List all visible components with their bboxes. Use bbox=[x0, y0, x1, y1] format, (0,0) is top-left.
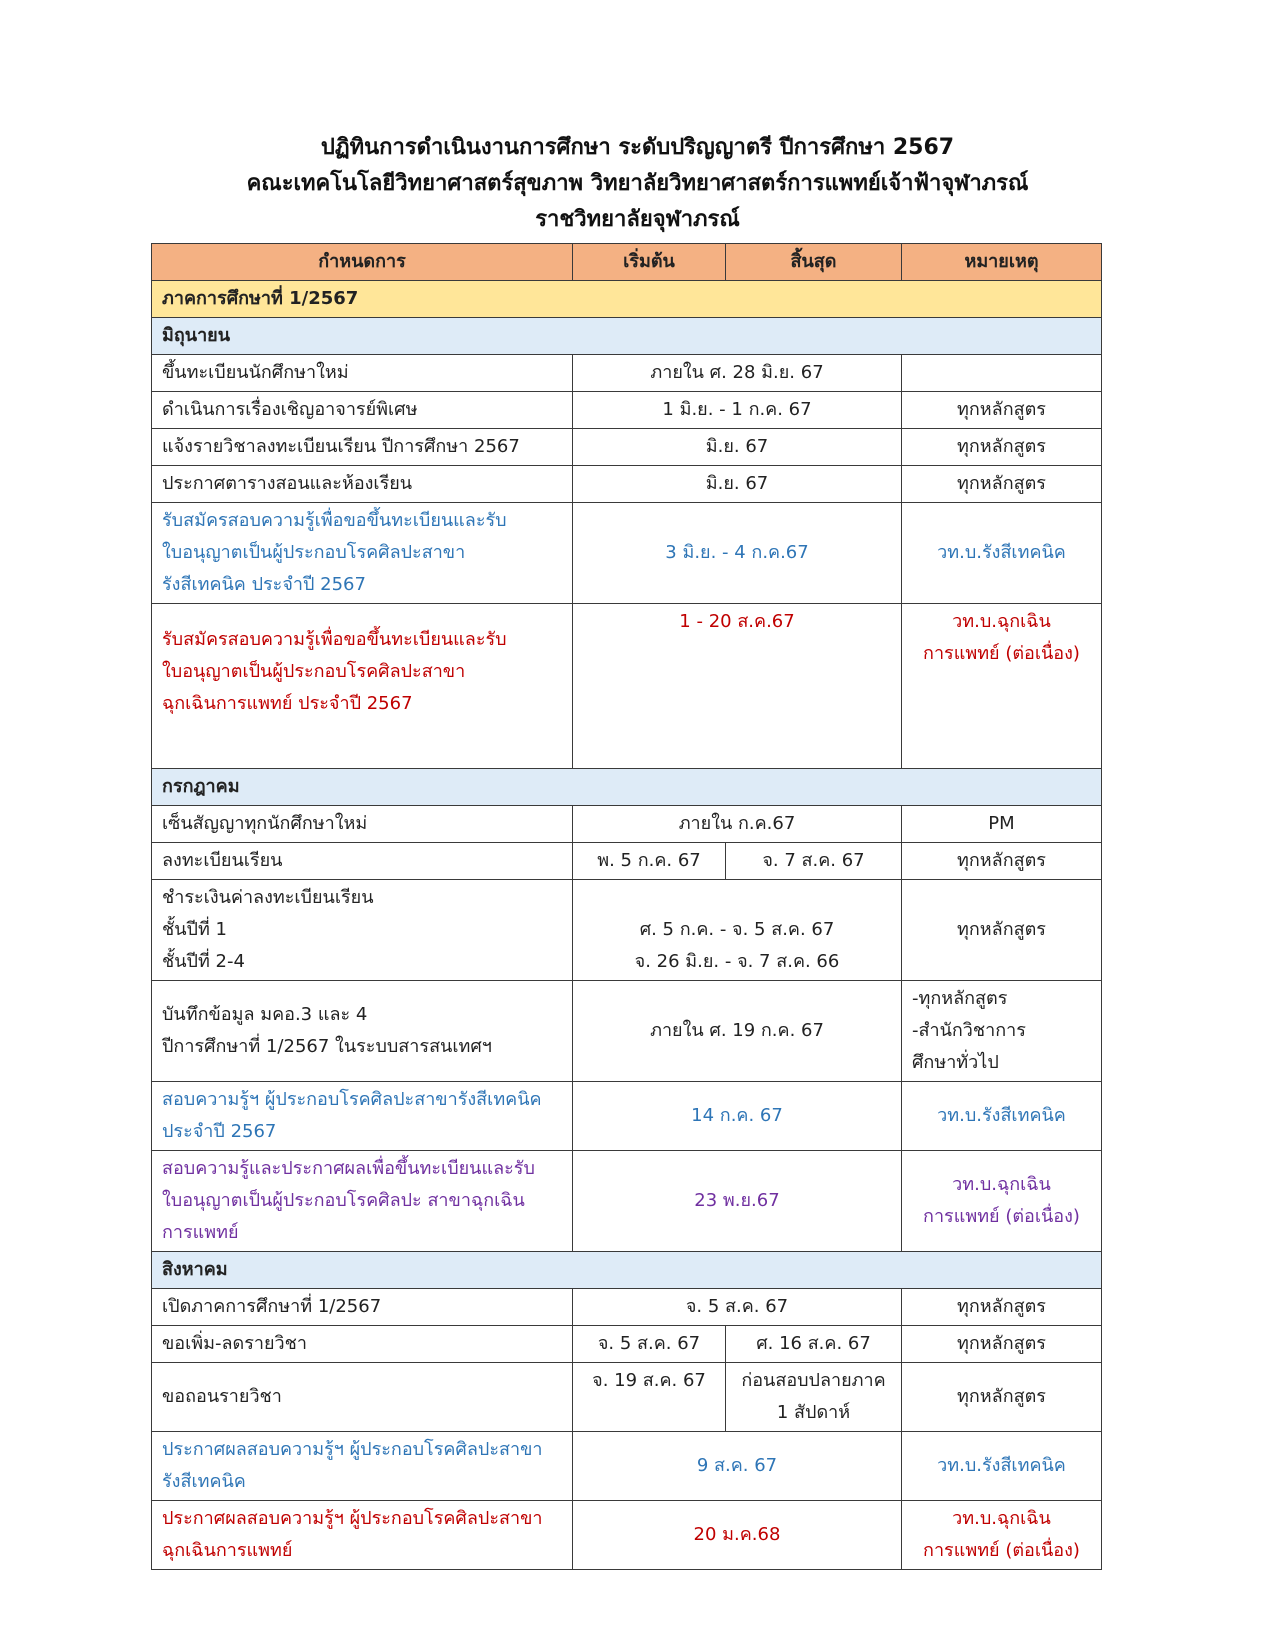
row-note: วท.บ.รังสีเทคนิค bbox=[902, 503, 1102, 604]
row-end: ศ. 16 ส.ค. 67 bbox=[726, 1326, 902, 1363]
row-item-line: การแพทย์ bbox=[162, 1222, 239, 1243]
row-date-line: จ. 26 มิ.ย. - จ. 7 ส.ค. 66 bbox=[634, 951, 840, 972]
row-item bbox=[152, 604, 573, 769]
row-note bbox=[902, 604, 1102, 769]
row-item: ขึ้นทะเบียนนักศึกษาใหม่ bbox=[152, 355, 573, 392]
month-label: กรกฎาคม bbox=[152, 769, 1102, 806]
row-end-line: ก่อนสอบปลายภาค bbox=[741, 1370, 886, 1391]
row-item: ขอถอนรายวิชา bbox=[152, 1363, 573, 1432]
row-item: ขอเพิ่ม-ลดรายวิชา bbox=[152, 1326, 573, 1363]
row-note: ทุกหลักสูตร bbox=[902, 1326, 1102, 1363]
row-end: จ. 7 ส.ค. 67 bbox=[726, 843, 902, 880]
table-row bbox=[152, 1082, 1102, 1151]
row-note-line: การแพทย์ (ต่อเนื่อง) bbox=[923, 1540, 1080, 1561]
row-date: 1 - 20 ส.ค.67 bbox=[573, 604, 902, 769]
row-start: จ. 19 ส.ค. 67 bbox=[573, 1363, 726, 1432]
header-note: หมายเหตุ bbox=[902, 244, 1102, 281]
row-date: ภายใน ศ. 28 มิ.ย. 67 bbox=[573, 355, 902, 392]
row-note bbox=[902, 981, 1102, 1082]
row-item bbox=[152, 1082, 573, 1151]
table-row bbox=[152, 981, 1102, 1082]
row-date: ภายใน ศ. 19 ก.ค. 67 bbox=[573, 981, 902, 1082]
row-item bbox=[152, 1432, 573, 1501]
row-item-line: ชั้นปีที่ 2-4 bbox=[162, 951, 245, 972]
row-note: ทุกหลักสูตร bbox=[902, 466, 1102, 503]
month-label: มิถุนายน bbox=[152, 318, 1102, 355]
table-row bbox=[152, 1363, 1102, 1432]
row-date: 23 พ.ย.67 bbox=[573, 1151, 902, 1252]
row-item: ลงทะเบียนเรียน bbox=[152, 843, 573, 880]
row-item-line: ประกาศผลสอบความรู้ฯ ผู้ประกอบโรคศิลปะสาขา bbox=[162, 1439, 543, 1460]
row-item-line: ปีการศึกษาที่ 1/2567 ในระบบสารสนเทศฯ bbox=[162, 1036, 492, 1057]
row-note bbox=[902, 1151, 1102, 1252]
row-start: จ. 5 ส.ค. 67 bbox=[573, 1326, 726, 1363]
row-note: ทุกหลักสูตร bbox=[902, 1289, 1102, 1326]
table-row bbox=[152, 1151, 1102, 1252]
row-end-line: 1 สัปดาห์ bbox=[776, 1402, 851, 1423]
row-item bbox=[152, 1501, 573, 1570]
row-note: ทุกหลักสูตร bbox=[902, 392, 1102, 429]
table-row bbox=[152, 429, 1102, 466]
header-item: กำหนดการ bbox=[152, 244, 573, 281]
row-note-line: -ทุกหลักสูตร bbox=[912, 988, 1008, 1009]
header-start: เริ่มต้น bbox=[573, 244, 726, 281]
row-item-line: รังสีเทคนิค bbox=[162, 1471, 246, 1492]
row-item: แจ้งรายวิชาลงทะเบียนเรียน ปีการศึกษา 2567 bbox=[152, 429, 573, 466]
row-note: ทุกหลักสูตร bbox=[902, 843, 1102, 880]
table-row bbox=[152, 1501, 1102, 1570]
title-line-2: คณะเทคโนโลยีวิทยาศาสตร์สุขภาพ วิทยาลัยวิทยาศาสตร์การแพทย์เจ้าฟ้าจุฬาภรณ์ bbox=[246, 171, 1029, 196]
title-line-1: ปฏิทินการดำเนินงานการศึกษา ระดับปริญญาตรี ปีการศึกษา 2567 bbox=[320, 135, 955, 160]
month-label: สิงหาคม bbox=[152, 1252, 1102, 1289]
row-item: เปิดภาคการศึกษาที่ 1/2567 bbox=[152, 1289, 573, 1326]
row-item bbox=[152, 1151, 573, 1252]
row-date bbox=[573, 880, 902, 981]
row-item: ดำเนินการเรื่องเชิญอาจารย์พิเศษ bbox=[152, 392, 573, 429]
month-row-aug bbox=[152, 1252, 1102, 1289]
row-start: พ. 5 ก.ค. 67 bbox=[573, 843, 726, 880]
row-date-line: ศ. 5 ก.ค. - จ. 5 ส.ค. 67 bbox=[639, 919, 835, 940]
table-row bbox=[152, 466, 1102, 503]
document-title bbox=[0, 130, 1275, 238]
row-date: 14 ก.ค. 67 bbox=[573, 1082, 902, 1151]
row-item-line: บันทึกข้อมูล มคอ.3 และ 4 bbox=[162, 1004, 368, 1025]
row-item-line: รังสีเทคนิค ประจำปี 2567 bbox=[162, 574, 366, 595]
row-date: 1 มิ.ย. - 1 ก.ค. 67 bbox=[573, 392, 902, 429]
row-note: PM bbox=[902, 806, 1102, 843]
row-note-line: การแพทย์ (ต่อเนื่อง) bbox=[923, 643, 1080, 664]
table-row bbox=[152, 355, 1102, 392]
row-note bbox=[902, 355, 1102, 392]
table-row bbox=[152, 392, 1102, 429]
row-note-line: ศึกษาทั่วไป bbox=[912, 1052, 999, 1073]
row-item-line: ประกาศผลสอบความรู้ฯ ผู้ประกอบโรคศิลปะสาขา bbox=[162, 1508, 543, 1529]
table-row bbox=[152, 604, 1102, 769]
table-row bbox=[152, 1432, 1102, 1501]
row-note-line: -สำนักวิชาการ bbox=[912, 1020, 1026, 1041]
row-date: จ. 5 ส.ค. 67 bbox=[573, 1289, 902, 1326]
row-item-line: สอบความรู้ฯ ผู้ประกอบโรคศิลปะสาขารังสีเทคนิค bbox=[162, 1089, 542, 1110]
row-date: มิ.ย. 67 bbox=[573, 466, 902, 503]
row-note: ทุกหลักสูตร bbox=[902, 1363, 1102, 1432]
row-item-line: ใบอนุญาตเป็นผู้ประกอบโรคศิลปะ สาขาฉุกเฉิน bbox=[162, 1190, 525, 1211]
row-note bbox=[902, 1501, 1102, 1570]
row-date: ภายใน ก.ค.67 bbox=[573, 806, 902, 843]
table-row bbox=[152, 1289, 1102, 1326]
row-item-line: ใบอนุญาตเป็นผู้ประกอบโรคศิลปะสาขา bbox=[162, 542, 466, 563]
row-item: เซ็นสัญญาทุกนักศึกษาใหม่ bbox=[152, 806, 573, 843]
row-end bbox=[726, 1363, 902, 1432]
row-note-line: วท.บ.ฉุกเฉิน bbox=[952, 1174, 1051, 1195]
header-row bbox=[152, 244, 1102, 281]
month-row-jul bbox=[152, 769, 1102, 806]
table-row bbox=[152, 503, 1102, 604]
row-item bbox=[152, 503, 573, 604]
row-note-line: การแพทย์ (ต่อเนื่อง) bbox=[923, 1206, 1080, 1227]
row-item-line: ฉุกเฉินการแพทย์ ประจำปี 2567 bbox=[162, 693, 413, 714]
table-row bbox=[152, 1326, 1102, 1363]
table-row bbox=[152, 806, 1102, 843]
academic-calendar-table bbox=[151, 243, 1102, 1570]
row-note: ทุกหลักสูตร bbox=[902, 880, 1102, 981]
row-item-line: ชั้นปีที่ 1 bbox=[162, 919, 227, 940]
row-item-line: ประจำปี 2567 bbox=[162, 1121, 277, 1142]
term-row bbox=[152, 281, 1102, 318]
table-row bbox=[152, 843, 1102, 880]
row-item-line: สอบความรู้และประกาศผลเพื่อขึ้นทะเบียนและรับ bbox=[162, 1158, 535, 1179]
row-item bbox=[152, 880, 573, 981]
row-item-line: ฉุกเฉินการแพทย์ bbox=[162, 1540, 293, 1561]
row-item bbox=[152, 981, 573, 1082]
row-date: 9 ส.ค. 67 bbox=[573, 1432, 902, 1501]
row-note-line: วท.บ.ฉุกเฉิน bbox=[952, 1508, 1051, 1529]
row-item-line: รับสมัครสอบความรู้เพื่อขอขึ้นทะเบียนและรับ bbox=[162, 629, 507, 650]
row-date: 20 ม.ค.68 bbox=[573, 1501, 902, 1570]
row-item-line: ชำระเงินค่าลงทะเบียนเรียน bbox=[162, 887, 374, 908]
row-note: วท.บ.รังสีเทคนิค bbox=[902, 1082, 1102, 1151]
row-item: ประกาศตารางสอนและห้องเรียน bbox=[152, 466, 573, 503]
row-date: มิ.ย. 67 bbox=[573, 429, 902, 466]
row-date: 3 มิ.ย. - 4 ก.ค.67 bbox=[573, 503, 902, 604]
month-row-jun bbox=[152, 318, 1102, 355]
row-note: วท.บ.รังสีเทคนิค bbox=[902, 1432, 1102, 1501]
row-note-line: วท.บ.ฉุกเฉิน bbox=[952, 611, 1051, 632]
term-label: ภาคการศึกษาที่ 1/2567 bbox=[152, 281, 1102, 318]
title-line-3: ราชวิทยาลัยจุฬาภรณ์ bbox=[535, 207, 740, 232]
row-item-line: รับสมัครสอบความรู้เพื่อขอขึ้นทะเบียนและรับ bbox=[162, 510, 507, 531]
table-row bbox=[152, 880, 1102, 981]
row-note: ทุกหลักสูตร bbox=[902, 429, 1102, 466]
row-item-line: ใบอนุญาตเป็นผู้ประกอบโรคศิลปะสาขา bbox=[162, 661, 466, 682]
header-end: สิ้นสุด bbox=[726, 244, 902, 281]
